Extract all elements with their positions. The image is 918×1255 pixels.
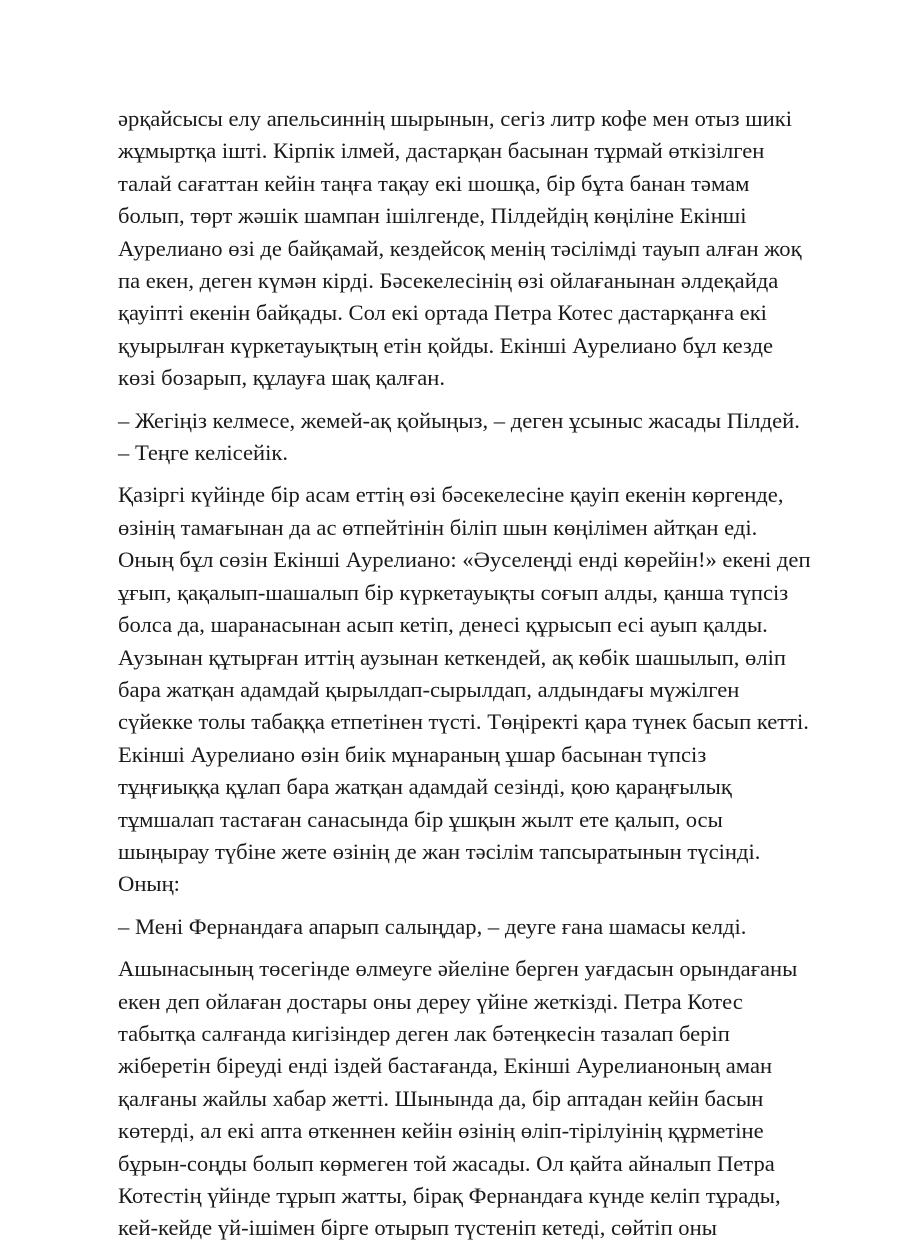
text-line: тұмшалап тастаған санасында бір ұшқын жылт ете қалып, осы (118, 806, 723, 832)
text-line: талай сағаттан кейін таңға тақау екі шошқа, бір бұта банан тәмам (118, 170, 750, 196)
text-line: Аузынан құтырған иттің аузынан кеткендей, ақ көбік шашылып, өліп (118, 644, 786, 670)
text-line: ұғып, қақалып-шашалып бір күркетауықты соғып алды, қанша түпсіз (118, 579, 789, 605)
text-line: көтерді, ал екі апта өткеннен кейін өзінің өліп-тірілуінің құрметіне (118, 1118, 764, 1144)
text-line: сүйекке толы табаққа етпетінен түсті. Төңіректі қара түнек басып кетті. (118, 709, 809, 735)
document-page (118, 103, 811, 1255)
text-line: екен деп ойлаған достары оны дереу үйіне жеткізді. Петра Котес (118, 988, 743, 1014)
text-line: Ашынасының төсегінде өлмеуге әйеліне берген уағдасын орындағаны (118, 956, 798, 982)
paragraph (118, 103, 808, 395)
text-line: Оның: (118, 871, 180, 897)
text-line: қуырылған күркетауықтың етін қойды. Екінші Аурелиано бұл кезде (118, 332, 773, 358)
text-line: бұрын-соңды болып көрмеген той жасады. Ол қайта айналып Петра (118, 1150, 775, 1176)
text-line: па екен, деген күмән кірді. Бәсекелесінің өзі ойлағанынан әлдеқайда (118, 268, 779, 294)
text-line: тұңғиыққа құлап бара жатқан адамдай сезінді, қою қараңғылық (118, 774, 732, 800)
text-line: өзінің тамағынан да ас өтпейтінін біліп шын көңілімен айтқан еді. (118, 514, 758, 540)
text-line: жіберетін біреуді енді іздей бастағанда, Екінші Аурелианоның аман (118, 1053, 773, 1079)
paragraph (118, 405, 808, 470)
text-line: қалғаны жайлы хабар жетті. Шынында да, бір аптадан кейін басын (118, 1085, 764, 1111)
text-line: Аурелиано өзі де байқамай, кездейсоқ менің тәсілімді тауып алған жоқ (118, 235, 802, 261)
text-line: – Мені Фернандаға апарып салыңдар, – деуге ғана шамасы келді. (118, 913, 747, 939)
text-line: жұмыртқа ішті. Кірпік ілмей, дастарқан басынан тұрмай өткізілген (118, 138, 765, 164)
text-line: кей-кейде үй-ішімен бірге отырып түстеніп кетеді, сөйтіп оны (118, 1215, 717, 1241)
text-line: Екінші Аурелиано өзін биік мұнараның ұшар басынан түпсіз (118, 741, 707, 767)
text-line: бара жатқан адамдай қырылдап-сырылдап, алдындағы мүжілген (118, 676, 740, 702)
text-line: табытқа салғанда кигізіндер деген лак бәтеңкесін тазалап беріп (118, 1020, 730, 1046)
paragraph (118, 911, 808, 943)
text-line: – Теңге келісейік. (118, 440, 288, 466)
paragraph (118, 953, 808, 1245)
text-line: әрқайсысы елу апельсиннің шырынын, сегіз литр кофе мен отыз шикі (118, 106, 792, 131)
text-line: көзі бозарып, құлауға шақ қалған. (118, 365, 445, 391)
paragraph (118, 479, 811, 900)
text-line: Котестің үйінде тұрып жатты, бірақ Фернандаға күнде келіп тұрады, (118, 1183, 781, 1208)
text-line: қауіпті екенін байқады. Сол екі ортада Петра Котес дастарқанға екі (118, 300, 767, 326)
text-line: Оның бұл сөзін Екінші Аурелиано: «Әуселеңді енді көрейін!» екені деп (118, 547, 811, 573)
text-line: шыңырау түбіне жете өзінің де жан тәсілім тапсыратынын түсінді. (118, 838, 761, 864)
text-line: Қазіргі күйінде бір асам еттің өзі бәсекелесіне қауіп екенін көргенде, (118, 482, 784, 508)
text-line: болып, төрт жәшік шампан ішілгенде, Пілдейдің көңіліне Екінші (118, 203, 747, 229)
text-line: – Жегіңіз келмесе, жемей-ақ қойыңыз, – деген ұсыныс жасады Пілдей. (118, 407, 800, 433)
text-line: болса да, шаранасынан асып кетіп, денесі құрысып есі ауып қалды. (118, 612, 768, 638)
